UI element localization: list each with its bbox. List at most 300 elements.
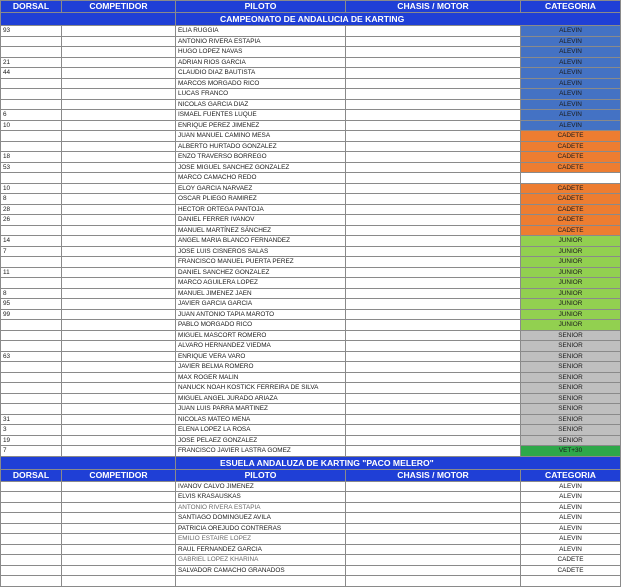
cell-dorsal: 19 [1,435,62,446]
cell-chasis [346,309,521,320]
cell-dorsal: 6 [1,110,62,121]
cell-dorsal: 7 [1,246,62,257]
table-row [1,555,621,566]
cell-piloto: ANTONIO RIVERA ESTAPIA [176,502,346,513]
cell-competidor [62,215,176,226]
cell-competidor [62,99,176,110]
cell-categoria: SENIOR [521,435,621,446]
column-header-piloto: PILOTO [176,469,346,481]
cell-categoria: ALEVIN [521,47,621,58]
cell-dorsal [1,330,62,341]
cell-chasis [346,492,521,503]
cell-piloto: JOSE PELAEZ GONZALEZ [176,435,346,446]
table-row [1,362,621,373]
cell-competidor [62,534,176,545]
cell-piloto: ELOY GARCIA NARVAEZ [176,183,346,194]
cell-chasis [346,36,521,47]
cell-chasis [346,99,521,110]
cell-competidor [62,555,176,566]
cell-dorsal: 99 [1,309,62,320]
cell-dorsal [1,141,62,152]
table-row [1,513,621,524]
table-row [1,534,621,545]
cell-competidor [62,414,176,425]
section-title-row [1,456,621,469]
cell-categoria: VET+30 [521,446,621,457]
cell-categoria: CADETE [521,152,621,163]
cell-categoria: JUNIOR [521,320,621,331]
cell-chasis [346,383,521,394]
cell-piloto: EMILIO ESTAIRE LOPEZ [176,534,346,545]
table-row [1,162,621,173]
cell-categoria: SENIOR [521,425,621,436]
cell-piloto: RAUL FERNANDEZ GARCIA [176,544,346,555]
cell-chasis [346,173,521,184]
cell-chasis [346,299,521,310]
cell-categoria: ALEVIN [521,544,621,555]
cell-piloto: JAVIER BELMA ROMERO [176,362,346,373]
cell-categoria: ALEVIN [521,534,621,545]
table-row [1,267,621,278]
cell-categoria: ALEVIN [521,120,621,131]
table-row [1,309,621,320]
cell-piloto: NICOLAS GARCIA DIAZ [176,99,346,110]
column-header-categoria: CATEGORIA [521,1,621,13]
cell-dorsal [1,341,62,352]
cell-competidor [62,404,176,415]
cell-chasis [346,414,521,425]
cell-dorsal: 14 [1,236,62,247]
cell-categoria: ALEVIN [521,68,621,79]
cell-categoria: JUNIOR [521,309,621,320]
cell-piloto: HUGO LOPEZ NAVAS [176,47,346,58]
cell-dorsal [1,89,62,100]
cell-dorsal [1,393,62,404]
cell-dorsal: 31 [1,414,62,425]
cell-categoria: SENIOR [521,351,621,362]
cell-dorsal: 11 [1,267,62,278]
cell-competidor [62,162,176,173]
cell-piloto: OSCAR PLIEGO RAMIREZ [176,194,346,205]
cell-competidor [62,523,176,534]
table-row [1,393,621,404]
cell-categoria: CADETE [521,555,621,566]
cell-dorsal: 3 [1,425,62,436]
table-row [1,47,621,58]
cell-competidor [62,435,176,446]
cell-categoria: ALEVIN [521,36,621,47]
cell-chasis [346,435,521,446]
column-header-row [1,469,621,481]
cell-chasis [346,110,521,121]
table-row [1,204,621,215]
cell-dorsal [1,372,62,383]
table-row [1,372,621,383]
cell-categoria: ALEVIN [521,492,621,503]
cell-chasis [346,341,521,352]
cell-dorsal: 7 [1,446,62,457]
table-row [1,523,621,534]
cell-categoria: ALEVIN [521,57,621,68]
table-row [1,225,621,236]
cell-dorsal [1,565,62,576]
cell-competidor [62,68,176,79]
cell-categoria [521,576,621,587]
cell-chasis [346,502,521,513]
cell-chasis [346,446,521,457]
cell-chasis [346,513,521,524]
cell-chasis [346,576,521,587]
cell-dorsal: 10 [1,120,62,131]
cell-competidor [62,320,176,331]
cell-piloto: JUAN ANTONIO TAPIA MAROTO [176,309,346,320]
table-row [1,131,621,142]
column-header-dorsal: DORSAL [1,469,62,481]
cell-competidor [62,57,176,68]
column-header-chasis: CHASIS / MOTOR [346,469,521,481]
column-header-row [1,1,621,13]
cell-piloto: MARCOS MORGADO RICO [176,78,346,89]
table-row [1,246,621,257]
cell-competidor [62,492,176,503]
cell-competidor [62,362,176,373]
cell-categoria: ALEVIN [521,89,621,100]
cell-competidor [62,383,176,394]
cell-piloto: ALVARO HERNANDEZ VIEDMA [176,341,346,352]
table-row [1,492,621,503]
cell-piloto: CLAUDIO DIAZ BAUTISTA [176,68,346,79]
table-row [1,351,621,362]
cell-piloto: IVANOV CALVO JIMENEZ [176,481,346,492]
cell-piloto: ELVIS KRASAUSKAS [176,492,346,503]
table-row [1,120,621,131]
cell-dorsal [1,383,62,394]
cell-categoria: SENIOR [521,330,621,341]
cell-categoria: JUNIOR [521,236,621,247]
cell-categoria: CADETE [521,565,621,576]
table-row [1,341,621,352]
cell-dorsal [1,278,62,289]
cell-chasis [346,204,521,215]
cell-categoria: CADETE [521,141,621,152]
cell-dorsal: 18 [1,152,62,163]
cell-dorsal: 44 [1,68,62,79]
cell-piloto: GABRIEL LOPEZ KHARINA [176,555,346,566]
cell-competidor [62,110,176,121]
cell-dorsal: 95 [1,299,62,310]
cell-piloto: ENRIQUE PEREZ JIMENEZ [176,120,346,131]
cell-piloto: FRANCISCO JAVIER LASTRA GOMEZ [176,446,346,457]
cell-chasis [346,555,521,566]
cell-competidor [62,36,176,47]
cell-dorsal [1,78,62,89]
cell-competidor [62,299,176,310]
cell-chasis [346,267,521,278]
table-row [1,173,621,184]
table-row [1,435,621,446]
cell-categoria: CADETE [521,225,621,236]
cell-categoria: CADETE [521,194,621,205]
table-row [1,404,621,415]
cell-competidor [62,513,176,524]
cell-competidor [62,288,176,299]
cell-piloto [176,576,346,587]
cell-competidor [62,152,176,163]
cell-piloto: JOSE MIGUEL SANCHEZ GONZALEZ [176,162,346,173]
cell-chasis [346,362,521,373]
table-row [1,78,621,89]
cell-categoria: SENIOR [521,383,621,394]
table-row [1,576,621,587]
cell-competidor [62,341,176,352]
cell-chasis [346,162,521,173]
cell-chasis [346,351,521,362]
cell-dorsal [1,492,62,503]
cell-categoria: JUNIOR [521,299,621,310]
cell-piloto: MANUEL JIMENEZ JAEN [176,288,346,299]
table-row [1,278,621,289]
cell-competidor [62,194,176,205]
table-row [1,26,621,37]
cell-dorsal [1,47,62,58]
cell-categoria: ALEVIN [521,110,621,121]
cell-competidor [62,372,176,383]
cell-competidor [62,246,176,257]
cell-competidor [62,236,176,247]
cell-categoria: SENIOR [521,393,621,404]
cell-piloto: ISMAEL FUENTES LUQUE [176,110,346,121]
table-row [1,215,621,226]
column-header-competidor: COMPETIDOR [62,469,176,481]
cell-competidor [62,446,176,457]
table-row [1,320,621,331]
cell-piloto: DANIEL FERRER IVANOV [176,215,346,226]
cell-categoria: JUNIOR [521,288,621,299]
cell-competidor [62,257,176,268]
cell-categoria: ALEVIN [521,481,621,492]
cell-competidor [62,576,176,587]
table-row [1,544,621,555]
cell-dorsal [1,173,62,184]
cell-piloto: ENZO TRAVERSO BORREGO [176,152,346,163]
cell-competidor [62,78,176,89]
cell-chasis [346,68,521,79]
cell-chasis [346,152,521,163]
cell-dorsal [1,576,62,587]
cell-categoria [521,173,621,184]
cell-competidor [62,89,176,100]
cell-competidor [62,565,176,576]
cell-dorsal [1,502,62,513]
cell-competidor [62,393,176,404]
cell-competidor [62,225,176,236]
cell-competidor [62,502,176,513]
cell-piloto: MIGUEL MASCORT ROMERO [176,330,346,341]
table-row [1,141,621,152]
cell-piloto: MAX ROGER MALIN [176,372,346,383]
table-row [1,446,621,457]
cell-categoria: JUNIOR [521,278,621,289]
cell-competidor [62,351,176,362]
cell-piloto: PATRICIA OREJUDO CONTRERAS [176,523,346,534]
cell-dorsal [1,36,62,47]
cell-dorsal [1,320,62,331]
cell-chasis [346,278,521,289]
cell-chasis [346,425,521,436]
cell-dorsal: 21 [1,57,62,68]
cell-piloto: ALBERTO HURTADO GONZALEZ [176,141,346,152]
cell-piloto: MANUEL MARTÍNEZ SÁNCHEZ [176,225,346,236]
section-title: ESUELA ANDALUZA DE KARTING "PACO MELERO" [176,456,621,469]
table-row [1,257,621,268]
cell-chasis [346,78,521,89]
cell-competidor [62,330,176,341]
cell-chasis [346,89,521,100]
cell-categoria: CADETE [521,204,621,215]
cell-piloto: HECTOR ORTEGA PANTOJA [176,204,346,215]
cell-dorsal: 28 [1,204,62,215]
cell-dorsal: 26 [1,215,62,226]
table-row [1,481,621,492]
cell-piloto: MARCO CAMACHO REDO [176,173,346,184]
cell-competidor [62,481,176,492]
cell-chasis [346,236,521,247]
cell-competidor [62,26,176,37]
cell-chasis [346,393,521,404]
cell-dorsal [1,555,62,566]
cell-dorsal [1,481,62,492]
table-row [1,183,621,194]
cell-chasis [346,330,521,341]
cell-dorsal [1,404,62,415]
cell-piloto: ELENA LOPEZ LA ROSA [176,425,346,436]
cell-chasis [346,404,521,415]
cell-categoria: SENIOR [521,414,621,425]
cell-piloto: MIGUEL ANGEL JURADO ARIAZA [176,393,346,404]
cell-categoria: SENIOR [521,362,621,373]
cell-competidor [62,141,176,152]
cell-piloto: MARCO AGUILERA LOPEZ [176,278,346,289]
cell-competidor [62,544,176,555]
table-row [1,565,621,576]
cell-chasis [346,194,521,205]
cell-chasis [346,288,521,299]
cell-piloto: DANIEL SANCHEZ GONZALEZ [176,267,346,278]
table-row [1,99,621,110]
column-header-competidor: COMPETIDOR [62,1,176,13]
cell-piloto: NANUCK NOAH KOSTICK FERREIRA DE SILVA [176,383,346,394]
cell-competidor [62,267,176,278]
cell-piloto: JUAN LUIS PARRA MARTINEZ [176,404,346,415]
column-header-categoria: CATEGORIA [521,469,621,481]
table-row [1,425,621,436]
cell-categoria: CADETE [521,162,621,173]
cell-competidor [62,278,176,289]
cell-piloto: ELIA RUGGIA [176,26,346,37]
cell-dorsal: 8 [1,288,62,299]
cell-chasis [346,481,521,492]
table-row [1,330,621,341]
table-row [1,299,621,310]
cell-categoria: CADETE [521,131,621,142]
cell-categoria: CADETE [521,183,621,194]
table-row [1,414,621,425]
cell-piloto: PABLO MORGADO RICO [176,320,346,331]
cell-chasis [346,141,521,152]
table-row [1,383,621,394]
cell-dorsal [1,523,62,534]
column-header-piloto: PILOTO [176,1,346,13]
cell-categoria: JUNIOR [521,257,621,268]
cell-categoria: SENIOR [521,341,621,352]
cell-piloto: FRANCISCO MANUEL PUERTA PEREZ [176,257,346,268]
cell-chasis [346,544,521,555]
cell-chasis [346,320,521,331]
cell-piloto: ADRIAN RIOS GARCIA [176,57,346,68]
cell-chasis [346,225,521,236]
cell-dorsal [1,362,62,373]
cell-dorsal: 93 [1,26,62,37]
cell-dorsal [1,131,62,142]
cell-competidor [62,425,176,436]
cell-chasis [346,246,521,257]
cell-competidor [62,173,176,184]
cell-chasis [346,372,521,383]
cell-dorsal [1,544,62,555]
cell-chasis [346,183,521,194]
cell-competidor [62,309,176,320]
cell-categoria: ALEVIN [521,523,621,534]
table-row [1,57,621,68]
cell-piloto: SANTIAGO DOMINGUEZ AVILA [176,513,346,524]
section-title-spacer [1,456,176,469]
cell-chasis [346,57,521,68]
column-header-chasis: CHASIS / MOTOR [346,1,521,13]
cell-chasis [346,534,521,545]
cell-dorsal: 10 [1,183,62,194]
cell-dorsal: 53 [1,162,62,173]
cell-chasis [346,523,521,534]
table-row [1,152,621,163]
cell-chasis [346,26,521,37]
cell-competidor [62,47,176,58]
cell-piloto: ANTONIO RIVERA ESTAPIA [176,36,346,47]
cell-categoria: ALEVIN [521,78,621,89]
cell-categoria: SENIOR [521,372,621,383]
cell-dorsal [1,513,62,524]
table-row [1,194,621,205]
cell-competidor [62,183,176,194]
cell-dorsal [1,257,62,268]
table-row [1,288,621,299]
section-title-row [1,13,621,26]
section-title-spacer [1,13,176,26]
column-header-dorsal: DORSAL [1,1,62,13]
cell-chasis [346,120,521,131]
cell-categoria: ALEVIN [521,502,621,513]
cell-categoria: ALEVIN [521,513,621,524]
cell-piloto: NICOLAS MATEO MENA [176,414,346,425]
cell-categoria: ALEVIN [521,26,621,37]
cell-categoria: CADETE [521,215,621,226]
table-row [1,502,621,513]
section-title: CAMPEONATO DE ANDALUCIA DE KARTING [176,13,621,26]
cell-chasis [346,257,521,268]
cell-piloto: JUAN MANUEL CAMINO MESA [176,131,346,142]
cell-categoria: ALEVIN [521,99,621,110]
cell-dorsal [1,534,62,545]
cell-chasis [346,131,521,142]
